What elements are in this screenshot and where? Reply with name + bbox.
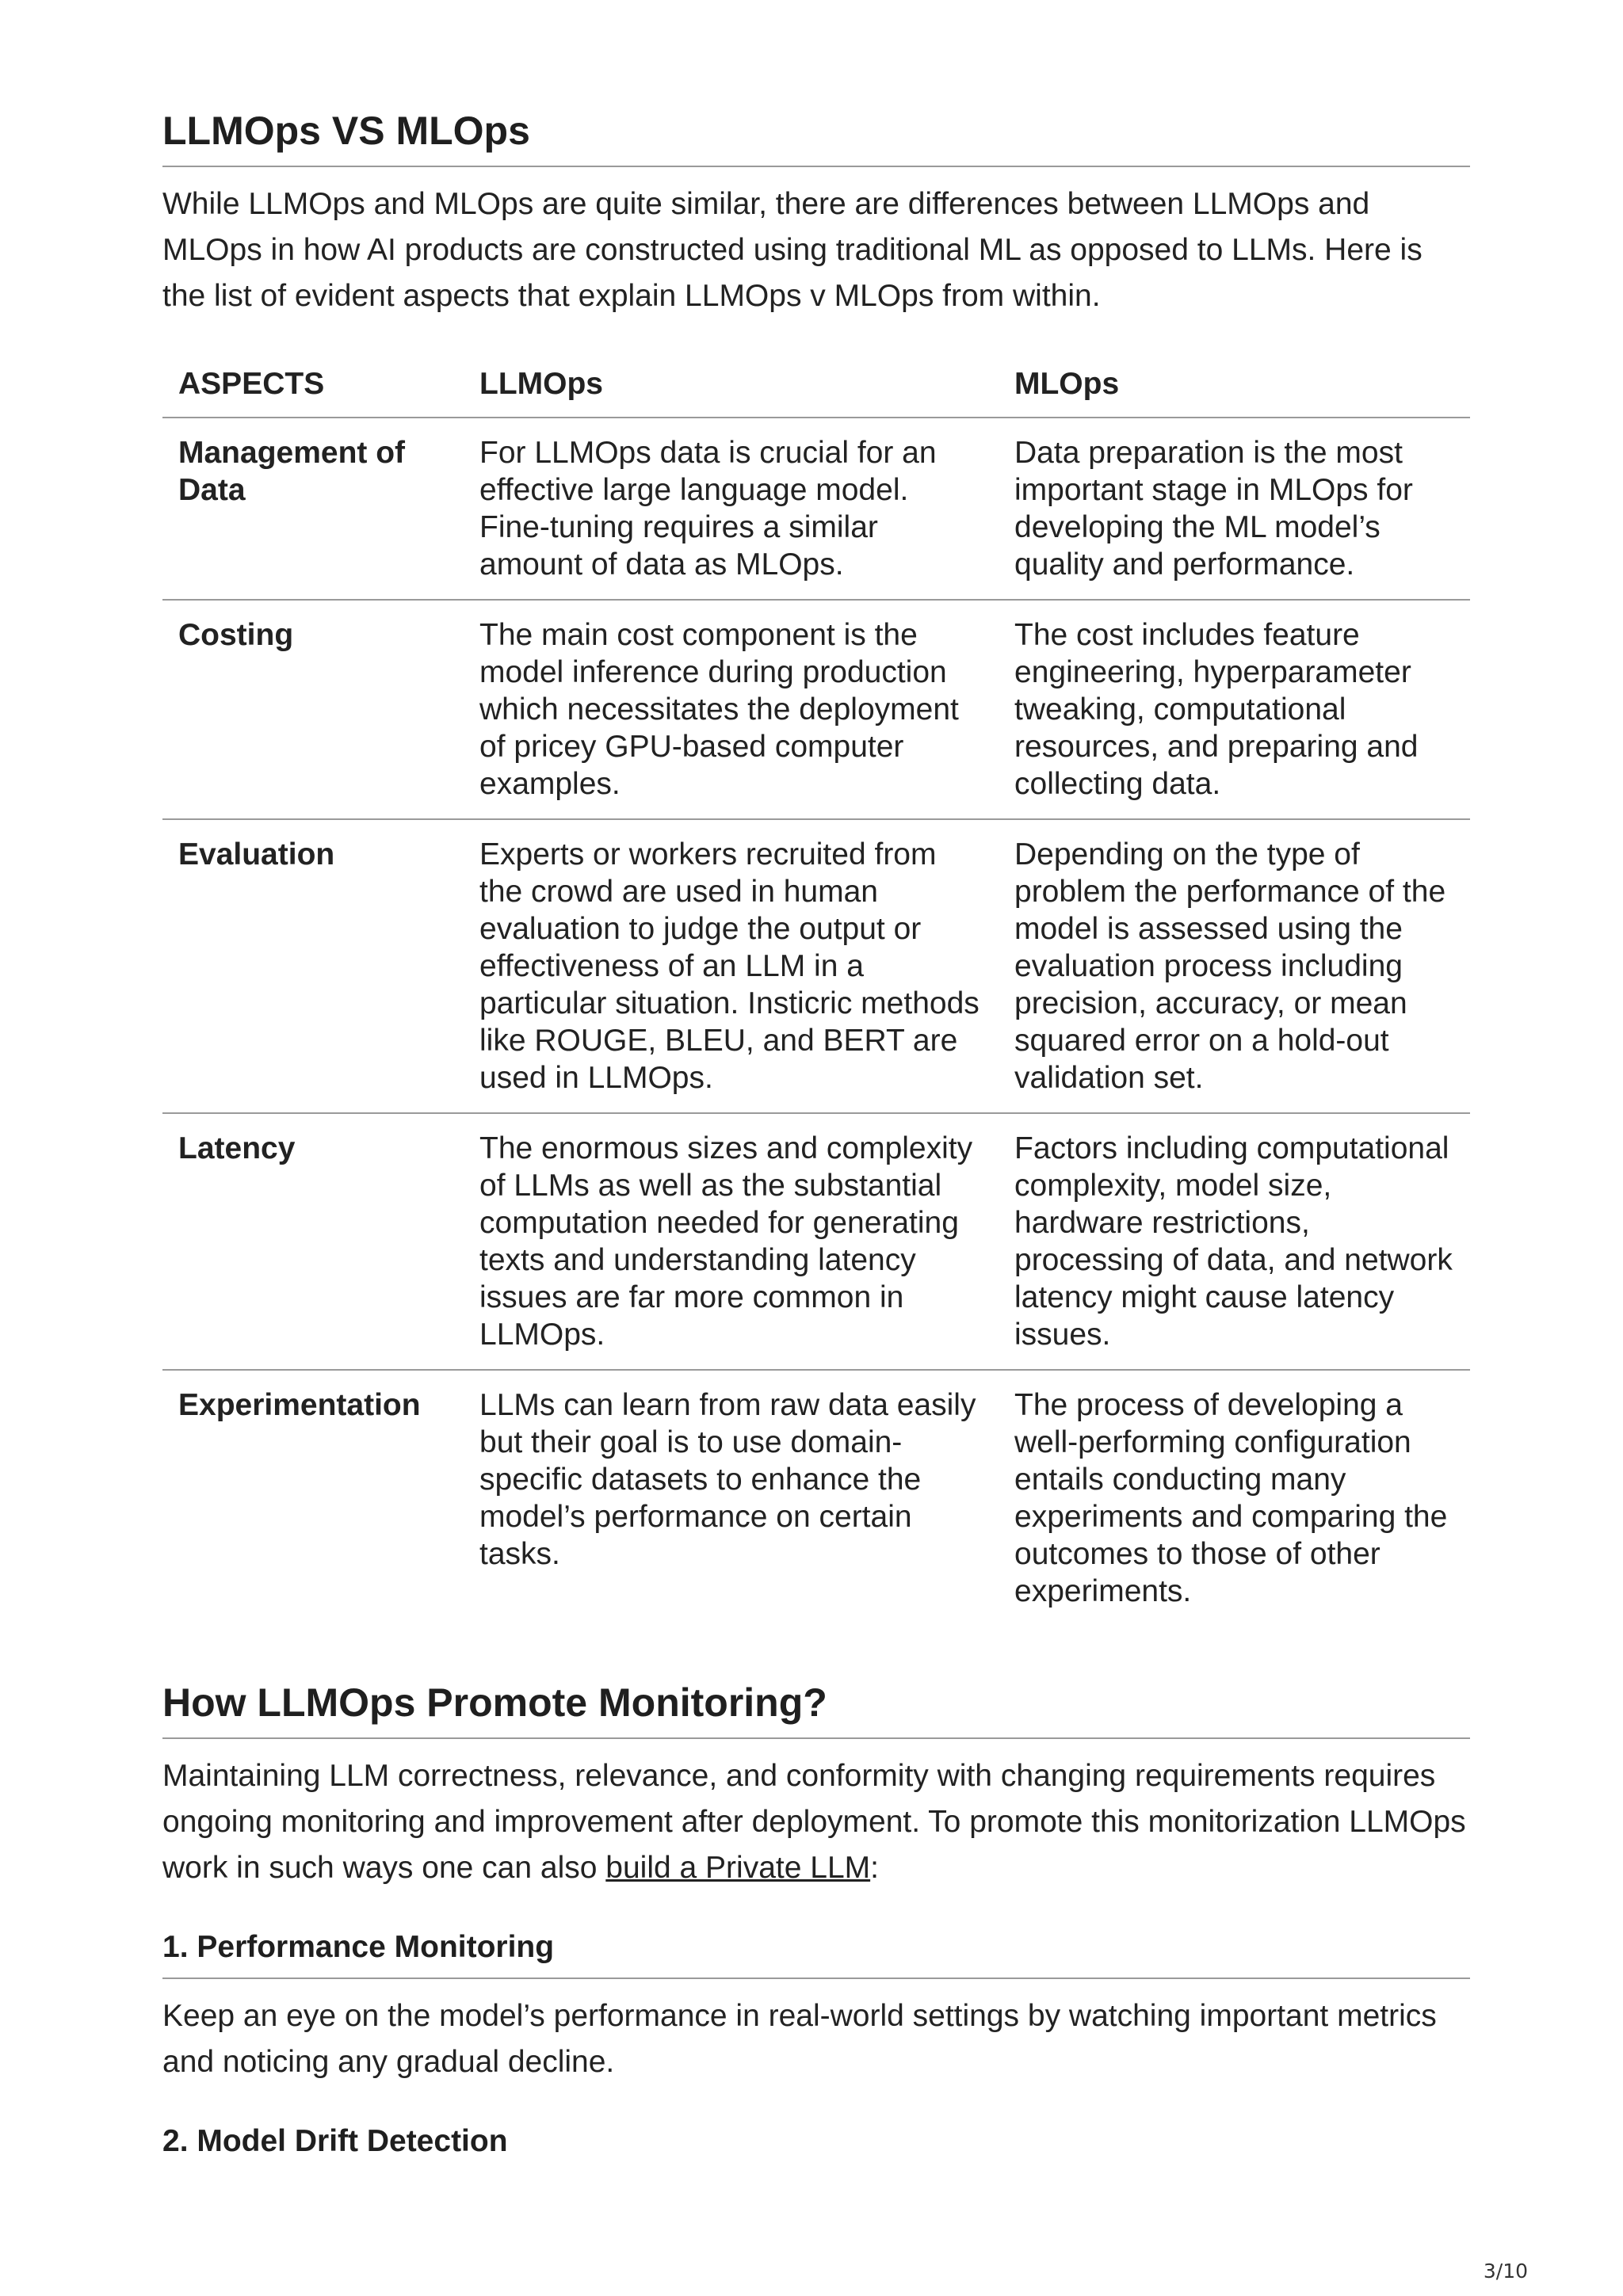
monitoring-paragraph <box>162 1753 1470 1891</box>
performance-monitoring-paragraph: Keep an eye on the model’s performance in real-world settings by watching important metrics and noticing any gradual decline. <box>162 1998 1437 2079</box>
table-row <box>162 1113 1470 1370</box>
table-header-row <box>162 351 1470 418</box>
row-aspect: Management of Data <box>162 418 464 600</box>
row-llmops: The enormous sizes and complexity of LLMs as well as the substantial computation needed for generating texts and understanding latency issues are far more common in LLMOps. <box>464 1113 999 1370</box>
row-aspect: Costing <box>162 600 464 819</box>
header-mlops: MLOps <box>999 351 1470 418</box>
row-aspect: Latency <box>162 1113 464 1370</box>
row-llmops: For LLMOps data is crucial for an effective large language model. Fine-tuning requires a similar amount of data as MLOps. <box>464 418 999 600</box>
row-mlops: Factors including computational complexity, model size, hardware restrictions, processing of data, and network latency might cause latency issues. <box>999 1113 1470 1370</box>
row-aspect: Experimentation <box>178 1388 421 1422</box>
page-number: 3/10 <box>1483 2260 1528 2283</box>
comparison-table <box>162 351 1470 1626</box>
section-title-llmops-vs-mlops: LLMOps VS MLOps <box>162 109 1470 167</box>
table-row <box>162 1370 1470 1626</box>
table-row <box>162 418 1470 600</box>
table-row <box>162 600 1470 819</box>
row-llmops: LLMs can learn from raw data easily but their goal is to use domain-specific datasets to enhance the model’s performance on certain tasks. <box>479 1388 976 1571</box>
row-mlops: Depending on the type of problem the performance of the model is assessed using the evaluation process including precision, accuracy, or mean squared error on a hold-out validation set. <box>999 819 1470 1113</box>
table-row <box>162 819 1470 1113</box>
row-llmops: The main cost component is the model inference during production which necessitates the deployment of pricey GPU-based computer examples. <box>464 600 999 819</box>
subsection-title-model-drift: 2. Model Drift Detection <box>162 2123 508 2158</box>
row-llmops: Experts or workers recruited from the crowd are used in human evaluation to judge the output or effectiveness of an LLM in a particular situation. Insticric methods like ROUGE, BLEU, and BERT are used in LLMOps. <box>464 819 999 1113</box>
row-mlops: The cost includes feature engineering, hyperparameter tweaking, computational resources, and preparing and collecting data. <box>999 600 1470 819</box>
header-aspects: ASPECTS <box>162 351 464 418</box>
monitoring-text: Maintaining LLM correctness, relevance, and conformity with changing requirements requires ongoing monitoring and improvement after deployment. To promote this monitorization LLMOps work in such ways one can also <box>162 1759 1466 1885</box>
section-title-monitoring: How LLMOps Promote Monitoring? <box>162 1681 1470 1739</box>
intro-paragraph: While LLMOps and MLOps are quite similar, there are differences between LLMOps and MLOps in how AI products are constructed using traditional ML as opposed to LLMs. Here is the list of evident aspects that explain LLMOps v MLOps from within. <box>162 187 1423 313</box>
page-content <box>162 109 1470 2172</box>
build-private-llm-link[interactable]: build a Private LLM <box>605 1851 871 1885</box>
row-mlops: Data preparation is the most important stage in MLOps for developing the ML model’s quality and performance. <box>999 418 1470 600</box>
monitoring-text-end: : <box>870 1851 879 1885</box>
header-llmops: LLMOps <box>464 351 999 418</box>
row-aspect: Evaluation <box>162 819 464 1113</box>
subsection-title-performance-monitoring: 1. Performance Monitoring <box>162 1931 1470 1979</box>
row-mlops: The process of developing a well-performing configuration entails conducting many experiments and comparing the outcomes to those of other experiments. <box>1014 1388 1448 1608</box>
